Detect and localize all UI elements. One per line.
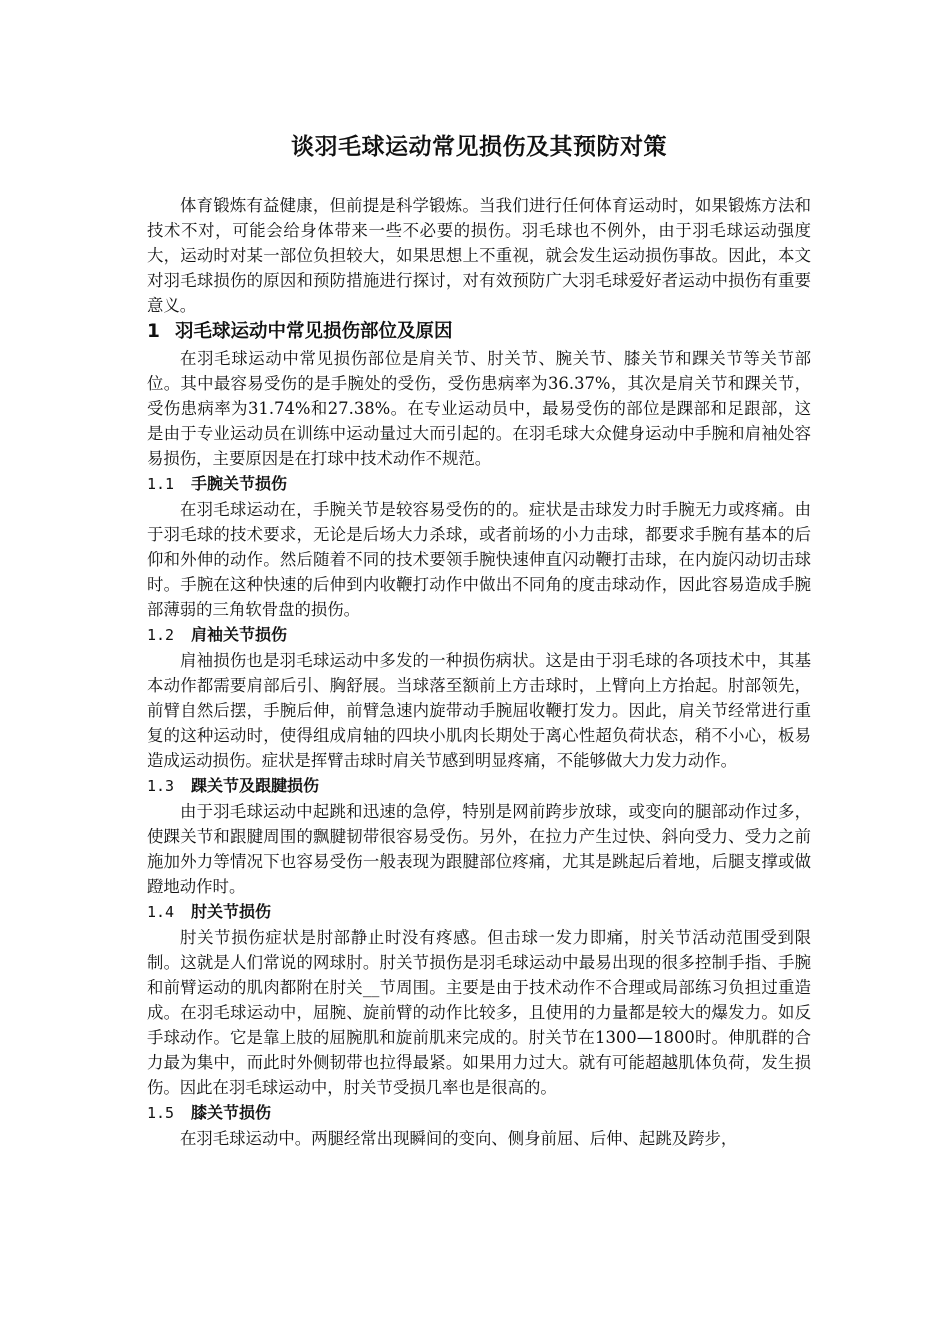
subsection-title: 膝关节损伤: [191, 1103, 272, 1122]
intro-paragraph: 体育锻炼有益健康，但前提是科学锻炼。当我们进行任何体育运动时，如果锻炼方法和技术不对，可能会给身体带来一些不必要的损伤。羽毛球也不例外，由于羽毛球运动强度大，运动时对某一部位负担较大，如果思想上不重视，就会发生运动损伤事故。因此，本文对羽毛球损伤的原因和预防措施进行探讨，对有效预防广大羽毛球爱好者运动中损伤有重要意义。: [147, 196, 811, 315]
subsection-1-1-heading: [147, 471, 811, 497]
subsection-number: 1.5: [147, 1104, 175, 1122]
subsection-1-2-paragraph: 肩袖损伤也是羽毛球运动中多发的一种损伤病状。这是由于羽毛球的各项技术中，其基本动作都需要肩部后引、胸舒展。当球落至额前上方击球时，上臂向上方抬起。肘部领先，前臂自然后摆，手腕后伸，前臂急速内旋带动手腕屈收鞭打发力。因此，肩关节经常进行重复的这种运动时，使得组成肩轴的四块小肌肉长期处于离心性超负荷状态，稍不小心，板易造成运动损伤。症状是挥臂击球时肩关节感到明显疼痛，不能够做大力发力动作。: [147, 651, 811, 770]
subsection-number: 1.4: [147, 903, 175, 921]
subsection-1-5-paragraph: 在羽毛球运动中。两腿经常出现瞬间的变向、侧身前屈、后伸、起跳及跨步，: [180, 1129, 738, 1148]
subsection-1-5-heading: [147, 1100, 811, 1126]
subsection-1-1-paragraph: 在羽毛球运动在，手腕关节是较容易受伤的的。症状是击球发力时手腕无力或疼痛。由于羽毛球的技术要求，无论是后场大力杀球，或者前场的小力击球，都要求手腕有基本的后仰和外伸的动作。然后随着不同的技术要领手腕快速伸直闪动鞭打击球，在内旋闪动切击球时。手腕在这种快速的后伸到内收鞭打动作中做出不同角的度击球动作，因此容易造成手腕部薄弱的三角软骨盘的损伤。: [147, 500, 811, 619]
subsection-number: 1.1: [147, 475, 175, 493]
subsection-1-2-heading: [147, 622, 811, 648]
document-page: [147, 130, 811, 1151]
subsection-title: 踝关节及跟腱损伤: [191, 776, 320, 795]
section-1-heading: [147, 318, 811, 346]
section-number: 1: [147, 321, 160, 342]
document-title: 谈羽毛球运动常见损伤及其预防对策: [291, 134, 667, 160]
section-title: 羽毛球运动中常见损伤部位及原因: [175, 321, 453, 342]
subsection-1-3-heading: [147, 773, 811, 799]
subsection-1-3-paragraph: 由于羽毛球运动中起跳和迅速的急停，特别是网前跨步放球，或变向的腿部动作过多，使踝关节和跟腱周围的飘腱韧带很容易受伤。另外，在拉力产生过快、斜向受力、受力之前施加外力等情况下也容易受伤一般表现为跟腱部位疼痛，尤其是跳起后着地，后腿支撑或做蹬地动作时。: [147, 802, 811, 896]
section-1-paragraph: 在羽毛球运动中常见损伤部位是肩关节、肘关节、腕关节、膝关节和踝关节等关节部位。其中最容易受伤的是手腕处的受伤，受伤患病率为36.37%，其次是肩关节和踝关节，受伤患病率为31.74%和27.38%。在专业运动员中，最易受伤的部位是踝部和足跟部，这是由于专业运动员在训练中运动量过大而引起的。在羽毛球大众健身运动中手腕和肩袖处容易损伤，主要原因是在打球中技术动作不规范。: [147, 349, 811, 468]
subsection-number: 1.3: [147, 777, 175, 795]
subsection-title: 肘关节损伤: [191, 902, 272, 921]
subsection-title: 手腕关节损伤: [191, 474, 288, 493]
subsection-title: 肩袖关节损伤: [191, 625, 288, 644]
subsection-1-4-heading: [147, 899, 811, 925]
subsection-1-4-paragraph: 肘关节损伤症状是肘部静止时没有疼感。但击球一发力即痛，肘关节活动范围受到限制。这就是人们常说的网球肘。肘关节损伤是羽毛球运动中最易出现的很多控制手指、手腕和前臂运动的肌肉都附在肘关__节周围。主要是由于技术动作不合理或局部练习负担过重造成。在羽毛球运动中，屈腕、旋前臂的动作比较多，且使用的力量都是较大的爆发力。如反手球动作。它是靠上肢的屈腕肌和旋前肌来完成的。肘关节在1300—1800时。伸肌群的合力最为集中，而此时外侧韧带也拉得最紧。如果用力过大。就有可能超越肌体负荷，发生损伤。因此在羽毛球运动中，肘关节受损几率也是很高的。: [147, 928, 811, 1097]
subsection-number: 1.2: [147, 626, 175, 644]
